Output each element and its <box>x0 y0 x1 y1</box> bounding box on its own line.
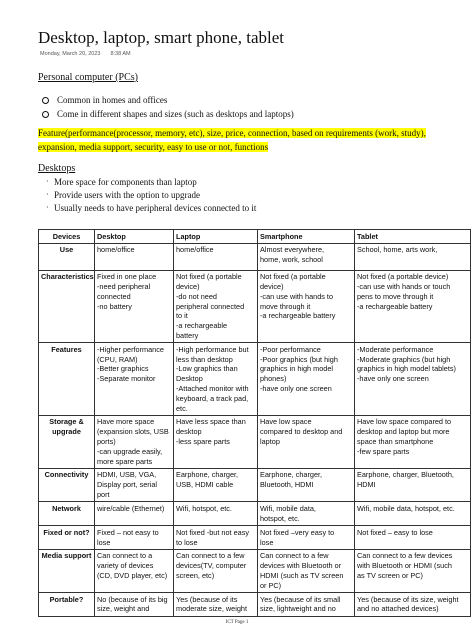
list-item <box>42 93 294 107</box>
table-cell: Not fixed (a portable device) -can use with hands or touch pens to move through it -a rechargeable battery <box>355 270 471 343</box>
row-label: Portable? <box>39 593 95 617</box>
features-highlight <box>38 126 438 154</box>
desktops-heading: Desktops <box>38 163 76 174</box>
header-laptop: Laptop <box>174 230 258 244</box>
table-cell: Have more space (expansion slots, USB ports) -can upgrade easily, more spare parts <box>95 415 174 468</box>
pcs-list <box>42 93 294 121</box>
table-cell: Fixed in one place -need peripheral connected -no battery <box>95 270 174 343</box>
table-row <box>39 593 471 617</box>
pcs-heading: Personal computer (PCs) <box>38 72 138 83</box>
table-cell: Have less space than desktop -less spare parts <box>174 415 258 468</box>
table-row <box>39 243 471 270</box>
table-cell: -Moderate performance -Moderate graphics (but high graphics in high model tablets) -have only one screen <box>355 343 471 416</box>
table-cell: Yes (because of its moderate size, weight <box>174 593 258 617</box>
table-cell: Not fixed (a portable device) -do not need peripheral connected to it -a rechargeable battery <box>174 270 258 343</box>
table-cell: Yes (because of its small size, lightweight and no <box>258 593 355 617</box>
table-cell: Earphone, charger, USB, HDMI cable <box>174 468 258 501</box>
table-cell: home/office <box>95 243 174 270</box>
table-cell: Not fixed – easy to lose <box>355 526 471 550</box>
row-label: Fixed or not? <box>39 526 95 550</box>
list-item-text: Provide users with the option to upgrade <box>54 189 200 200</box>
table-cell: Have low space compared to desktop and laptop <box>258 415 355 468</box>
table-cell: Not fixed –very easy to lose <box>258 526 355 550</box>
header-smartphone: Smartphone <box>258 230 355 244</box>
table-cell: HDMI, USB, VGA, Display port, serial port <box>95 468 174 501</box>
page-date: Monday, March 20, 2023 <box>40 51 101 57</box>
list-item <box>46 201 256 214</box>
list-item <box>46 188 256 201</box>
row-label: Storage & upgrade <box>39 415 95 468</box>
table-cell: Have low space compared to desktop and laptop but more space than smartphone -few spare parts <box>355 415 471 468</box>
table-cell: -Higher performance (CPU, RAM) -Better graphics -Separate monitor <box>95 343 174 416</box>
comparison-table <box>38 229 471 617</box>
table-cell: Can connect to a few devices with Bluetooth or HDMI (such as TV screen or PC) <box>355 549 471 592</box>
features-highlight-text: Feature(performance(processor, memory, etc), size, price, connection, based on requirements (work, study), expansion, media support, security, easy to use or not, functions <box>38 128 426 152</box>
table-row <box>39 270 471 343</box>
row-label: Characteristics <box>39 270 95 343</box>
header-desktop: Desktop <box>95 230 174 244</box>
page-time: 8:38 AM <box>110 51 131 57</box>
table-cell: Not fixed (a portable device) -can use with hands to move through it -a rechargeable battery <box>258 270 355 343</box>
table-header-row <box>39 230 471 244</box>
table-row <box>39 343 471 416</box>
table-row <box>39 549 471 592</box>
table-cell: wire/cable (Ethernet) <box>95 502 174 526</box>
row-label: Media support <box>39 549 95 592</box>
row-label: Features <box>39 343 95 416</box>
table-cell: -Poor performance -Poor graphics (but high graphics in high model phones) -have only one screen <box>258 343 355 416</box>
table-cell: Wifi, hotspot, etc. <box>174 502 258 526</box>
list-item <box>42 107 294 121</box>
circle-bullet-icon <box>42 111 49 118</box>
table-cell: No (because of its big size, weight and <box>95 593 174 617</box>
table-cell: -High performance but less than desktop -Low graphics than Desktop -Attached monitor with keyboard, a track pad, etc. <box>174 343 258 416</box>
table-cell: Wifi, mobile data, hotspot, etc. <box>258 502 355 526</box>
list-item-text: Come in different shapes and sizes (such as desktops and laptops) <box>57 109 294 119</box>
table-cell: School, home, arts work, <box>355 243 471 270</box>
table-cell: Earphone, charger, Bluetooth, HDMI <box>355 468 471 501</box>
row-label: Connectivity <box>39 468 95 501</box>
list-item <box>46 175 256 188</box>
desktops-list <box>46 175 256 215</box>
dot-bullet-icon: · <box>46 203 49 213</box>
list-item-text: More space for components than laptop <box>54 176 197 187</box>
header-tablet: Tablet <box>355 230 471 244</box>
row-label: Network <box>39 502 95 526</box>
list-item-text: Common in homes and offices <box>57 95 168 105</box>
table-cell: home/office <box>174 243 258 270</box>
page-timestamp <box>40 51 131 57</box>
table-cell: Earphone, charger, Bluetooth, HDMI <box>258 468 355 501</box>
table-cell: Can connect to a few devices(TV, computer screen, etc) <box>174 549 258 592</box>
table-cell: Can connect to a variety of devices (CD, DVD player, etc) <box>95 549 174 592</box>
table-row <box>39 502 471 526</box>
page-footer: ICT Page 1 <box>225 620 249 625</box>
table-cell: Can connect to a few devices with Bluetooth or HDMI (such as TV screen or PC) <box>258 549 355 592</box>
table-cell: Yes (because of its size, weight and no attached devices) <box>355 593 471 617</box>
page-title: Desktop, laptop, smart phone, tablet <box>38 28 284 47</box>
table-row <box>39 526 471 550</box>
table-row <box>39 415 471 468</box>
table-row <box>39 468 471 501</box>
table-cell: Fixed – not easy to lose <box>95 526 174 550</box>
table-cell: Not fixed -but not easy to lose <box>174 526 258 550</box>
table-cell: Almost everywhere, home, work, school <box>258 243 355 270</box>
list-item-text: Usually needs to have peripheral devices connected to it <box>54 202 257 213</box>
dot-bullet-icon: · <box>46 177 49 187</box>
circle-bullet-icon <box>42 97 49 104</box>
row-label: Use <box>39 243 95 270</box>
header-devices: Devices <box>39 230 95 244</box>
table-cell: Wifi, mobile data, hotspot, etc. <box>355 502 471 526</box>
dot-bullet-icon: · <box>46 190 49 200</box>
